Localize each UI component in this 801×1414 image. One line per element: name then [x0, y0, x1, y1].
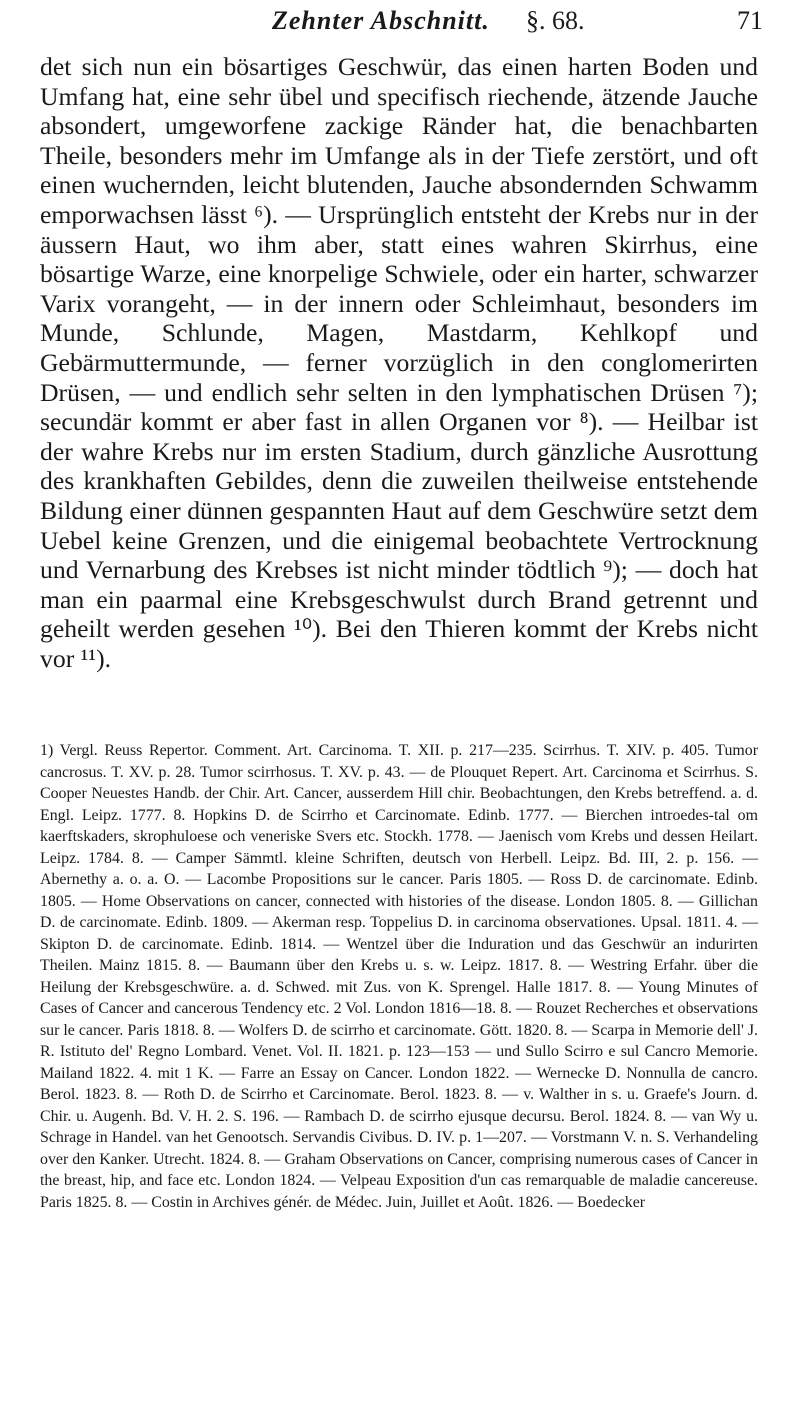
main-paragraph: det sich nun ein bösartiges Geschwür, das einen harten Boden und Umfang hat, eine sehr übel und specifisch riechende, ätzende Jauche absondert, umgeworfene zackige Ränder hat, die benachbarten Theile, besonders mehr im Umfange als in der Tiefe zerstört, und oft einen wuchernden, leicht blutenden, Jauche absondernden Schwamm emporwachsen lässt ⁶). — Ursprünglich entsteht der Krebs nur in der äussern Haut, wo ihm aber, statt eines wahren Skirrhus, eine bösartige Warze, eine knorpelige Schwiele, oder ein harter, schwarzer Varix vorangeht, — in der innern oder Schleimhaut, besonders im Munde, Schlunde, Magen, Mastdarm, Kehlkopf und Gebärmuttermunde, — ferner vorzüglich in den conglomerirten Drüsen, — und endlich sehr selten in den lymphatischen Drüsen ⁷); secundär kommt er aber fast in allen Organen vor ⁸). — Heilbar ist der wahre Krebs nur im ersten Stadium, durch gänzliche Ausrottung des krankhaften Gebildes, denn die zuweilen theilweise entstehende Bildung einer dünnen gespannten Haut auf dem Geschwüre setzt dem Uebel keine Grenzen, und die einigemal beobachtete Vertrocknung und Vernarbung des Krebses ist nicht minder tödtlich ⁹); — doch hat man ein paarmal eine Krebsgeschwulst durch Brand getrennt und geheilt werden gesehen ¹⁰). Bei den Thieren kommt der Krebs nicht vor ¹¹).: [40, 52, 758, 673]
section-number: §. 68.: [526, 6, 585, 35]
footnotes: [40, 740, 758, 1213]
footnote-1: 1) Vergl. Reuss Repertor. Comment. Art. Carcinoma. T. XII. p. 217—235. Scirrhus. T. XIV. p. 405. Tumor cancrosus. T. XV. p. 28. Tumor scirrhosus. T. XV. p. 43. — de Plouquet Repert. Art. Carcinoma et Scirrhus. S. Cooper Neuestes Handb. der Chir. Art. Cancer, ausserdem Hill chir. Beobachtungen, den Krebs betreffend. a. d. Engl. Leipz. 1777. 8. Hopkins D. de Scirrho et Carcinomate. Edinb. 1777. — Bierchen introedes-tal om kaerftskaders, skrophuloese och veneriske Svers etc. Stockh. 1778. — Jaenisch vom Krebs und dessen Heilart. Leipz. 1784. 8. — Camper Sämmtl. kleine Schriften, deutsch von Herbell. Leipz. Bd. III, 2. p. 156. — Abernethy a. o. a. O. — Lacombe Propositions sur le cancer. Paris 1805. — Ross D. de carcinomate. Edinb. 1805. — Home Observations on cancer, connected with histories of the disease. London 1805. 8. — Gillichan D. de carcinomate. Edinb. 1809. — Akerman resp. Toppelius D. in carcinoma observationes. Upsal. 1811. 4. — Skipton D. de carcinomate. Edinb. 1814. — Wentzel über die Induration und das Geschwür an indurirten Theilen. Mainz 1815. 8. — Baumann über den Krebs u. s. w. Leipz. 1817. 8. — Westring Erfahr. über die Heilung der Krebsgeschwüre. a. d. Schwed. mit Zus. von K. Sprengel. Halle 1817. 8. — Young Minutes of Cases of Cancer and cancerous Tendency etc. 2 Vol. London 1816—18. 8. — Rouzet Recherches et observations sur le cancer. Paris 1818. 8. — Wolfers D. de scirrho et carcinomate. Gött. 1820. 8. — Scarpa in Memorie dell' J. R. Istituto del' Regno Lombard. Venet. Vol. II. 1821. p. 123—153 — und Sullo Scirro e sul Cancro Memorie. Mailand 1822. 4. mit 1 K. — Farre an Essay on Cancer. London 1822. — Wernecke D. Nonnulla de cancro. Berol. 1823. 8. — Roth D. de Scirrho et Carcinomate. Berol. 1823. 8. — v. Walther in s. u. Graefe's Journ. d. Chir. u. Augenh. Bd. V. H. 2. S. 196. — Rambach D. de scirrho ejusque decursu. Berol. 1824. 8. — van Wy u. Schrage in Handel. van het Genootsch. Servandis Civibus. D. IV. p. 1—207. — Vorstmann V. n. S. Verhandeling over den Kanker. Utrecht. 1824. 8. — Graham Observations on Cancer, comprising numerous cases of Cancer in the breast, hip, and face etc. London 1824. — Velpeau Exposition d'un cas remarquable de maladie cancereuse. Paris 1825. 8. — Costin in Archives génér. de Médec. Juin, Juillet et Août. 1826. — Boedecker: [40, 742, 758, 1211]
main-text: [40, 52, 758, 673]
running-header: [40, 4, 763, 48]
running-title: Zehnter Abschnitt.: [272, 6, 490, 35]
page-number: 71: [737, 6, 763, 35]
